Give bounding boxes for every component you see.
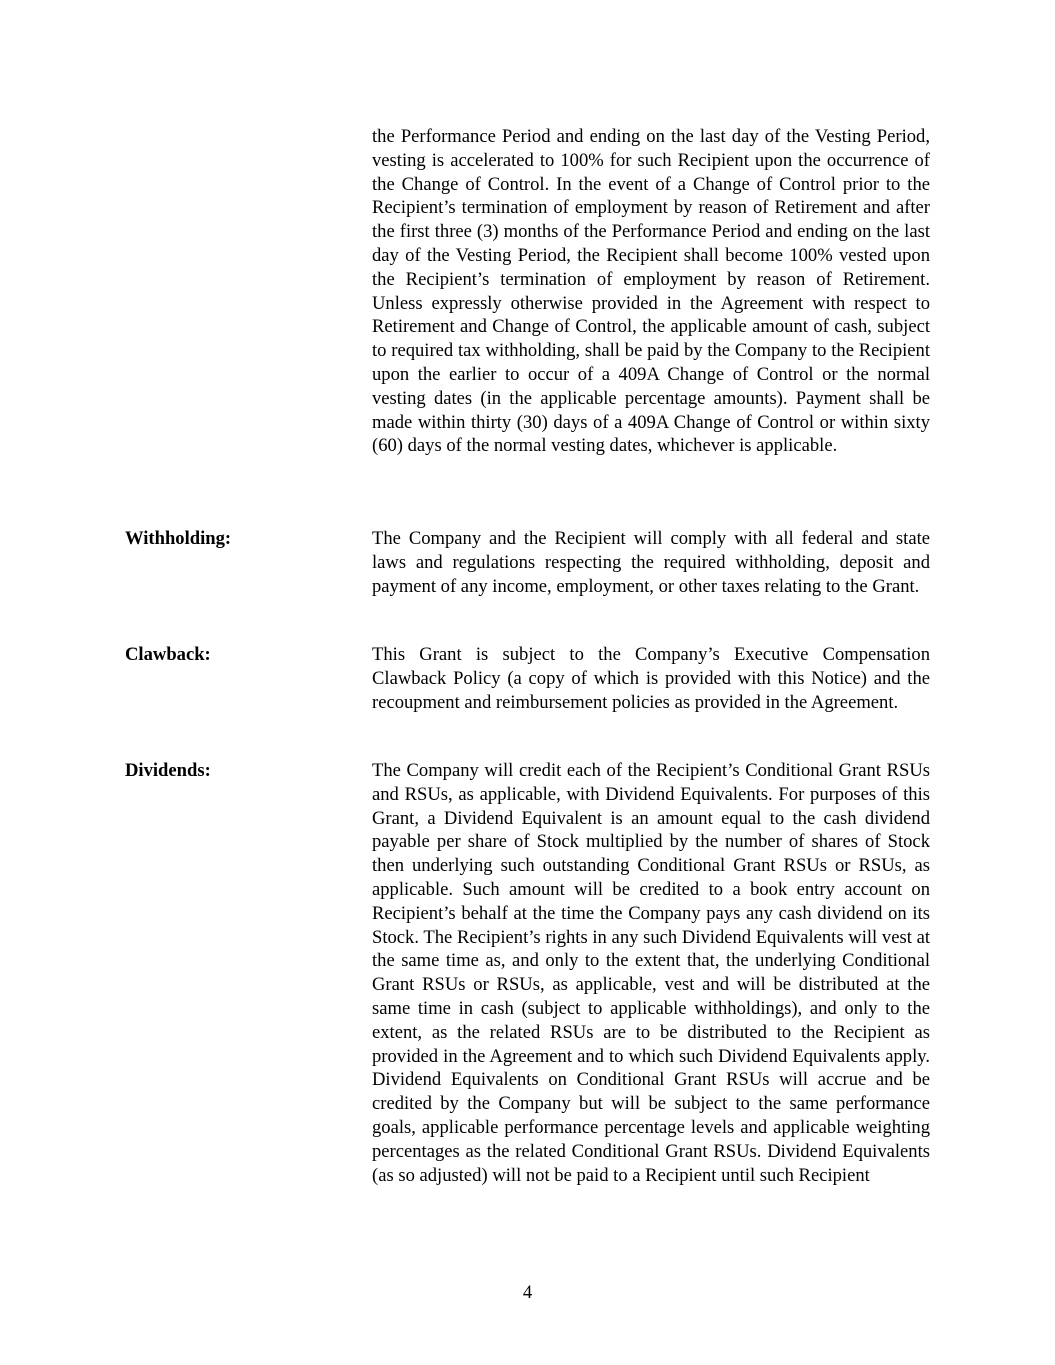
section-text-withholding: The Company and the Recipient will comply with all federal and state laws and regulations respecting the required withholding, deposit and payment of any income, employment, or other taxes relating to the Grant. [372, 528, 930, 597]
page-number: 4 [522, 1282, 533, 1303]
section-text-clawback: This Grant is subject to the Company’s Executive Compensation Clawback Policy (a copy of which is provided with this Notice) and the recoupment and reimbursement policies as provided in the Agreement. [372, 644, 930, 713]
section-text-dividends: The Company will credit each of the Recipient’s Conditional Grant RSUs and RSUs, as applicable, with Dividend Equivalents. For purposes of this Grant, a Dividend Equivalent is an amount equal to the cash dividend payable per share of Stock multiplied by the number of shares of Stock then underlying such outstanding Conditional Grant RSUs or RSUs, as applicable. Such amount will be credited to a book entry account on Recipient’s behalf at the time the Company pays any cash dividend on its Stock. The Recipient’s rights in any such Dividend Equivalents will vest at the same time as, and only to the extent that, the underlying Conditional Grant RSUs or RSUs, as applicable, vest and will be distributed at the same time in cash (subject to applicable withholdings), and only to the extent, as the related RSUs are to be distributed to the Recipient as provided in the Agreement and to which such Dividend Equivalents apply. Dividend Equivalents on Conditional Grant RSUs will accrue and be credited by the Company but will be subject to the same performance goals, applicable performance percentage levels and applicable weighting percentages as the related Conditional Grant RSUs. Dividend Equivalents (as so adjusted) will not be paid to a Recipient until such Recipient [372, 760, 930, 1186]
section-label-dividends: Dividends: [125, 760, 211, 781]
continuation-paragraph: the Performance Period and ending on the last day of the Vesting Period, vesting is accelerated to 100% for such Recipient upon the occurrence of the Change of Control. In the event of a Change of Control prior to the Recipient’s termination of employment by reason of Retirement and after the first three (3) months of the Performance Period and ending on the last day of the Vesting Period, the Recipient shall become 100% vested upon the Recipient’s termination of employment by reason of Retirement. Unless expressly otherwise provided in the Agreement with respect to Retirement and Change of Control, the applicable amount of cash, subject to required tax withholding, shall be paid by the Company to the Recipient upon the earlier to occur of a 409A Change of Control or the normal vesting dates (in the applicable percentage amounts). Payment shall be made within thirty (30) days of a 409A Change of Control or within sixty (60) days of the normal vesting dates, whichever is applicable. [372, 126, 930, 457]
section-label-withholding: Withholding: [125, 528, 232, 549]
section-label-clawback: Clawback: [125, 644, 211, 665]
